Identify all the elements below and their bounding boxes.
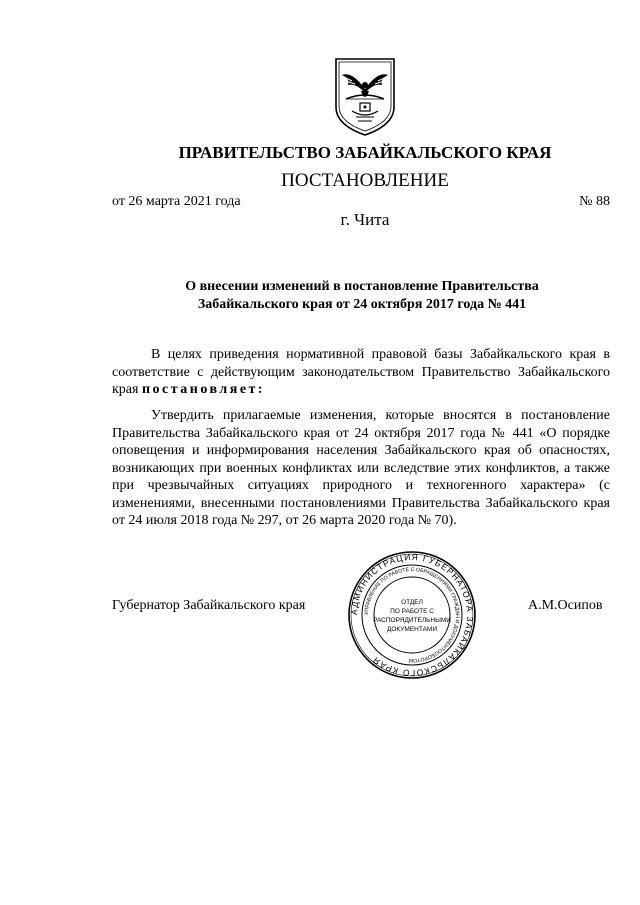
official-seal-stamp bbox=[347, 550, 477, 680]
document-subject bbox=[112, 278, 612, 314]
resolution-keyword: постановляет: bbox=[141, 382, 266, 397]
svg-text:УПРАВЛЕНИЕ ПО РАБОТЕ С ОБРАЩЕН bbox=[364, 567, 460, 663]
subject-line-1: О внесении изменений в постановление Правительства bbox=[185, 279, 539, 294]
document-type: ПОСТАНОВЛЕНИЕ bbox=[281, 170, 449, 191]
seal-center-line-3: РАСПОРЯДИТЕЛЬНЫМИ bbox=[373, 617, 451, 624]
body-paragraph-2: Утвердить прилагаемые изменения, которые вносятся в постановление Правительства Забайкальского края от 24 октября 2017 года № 441 «О порядке оповещения и информирования населения Забайкальского края об опасностях, возникающих при военных конфликтах или вследствие этих конфликтов, а также при чрезвычайных ситуациях природного и техногенного характера» (с изменениями, внесенными постановлениями Правительства Забайкальского края от 24 июля 2018 года № 297, от 26 марта 2020 года № 70). bbox=[112, 408, 610, 528]
seal-center-line-2: ПО РАБОТЕ С bbox=[390, 608, 434, 615]
seal-outer-text: АДМИНИСТРАЦИЯ ГУБЕРНАТОРА ЗАБАЙКАЛЬСКОГО КРАЯ bbox=[348, 551, 476, 679]
seal-center-line-1: ОТДЕЛ bbox=[401, 599, 423, 606]
seal-center-line-4: ДОКУМЕНТАМИ bbox=[386, 626, 438, 633]
coat-of-arms-emblem bbox=[330, 55, 400, 137]
seal-inner-text: УПРАВЛЕНИЕ ПО РАБОТЕ С ОБРАЩЕНИЯМИ ГРАЖДАН И ДОКУМЕНТООБОРОТОМ bbox=[363, 566, 461, 664]
signatory-title: Губернатор Забайкальского края bbox=[112, 598, 306, 613]
document-date: от 26 марта 2021 года bbox=[112, 194, 241, 209]
document-number: № 88 bbox=[579, 194, 610, 209]
document-city: г. Чита bbox=[340, 210, 390, 229]
paragraph-1-text: В целях приведения нормативной правовой базы Забайкальского края в соответствие с действующим законодательством Правительство Забайкальского края bbox=[112, 347, 610, 397]
body-paragraph-1 bbox=[112, 346, 610, 399]
organization-title: ПРАВИТЕЛЬСТВО ЗАБАЙКАЛЬСКОГО КРАЯ bbox=[178, 143, 552, 162]
subject-line-2: Забайкальского края от 24 октября 2017 года № 441 bbox=[197, 297, 527, 312]
signatory-name: А.М.Осипов bbox=[528, 598, 603, 613]
